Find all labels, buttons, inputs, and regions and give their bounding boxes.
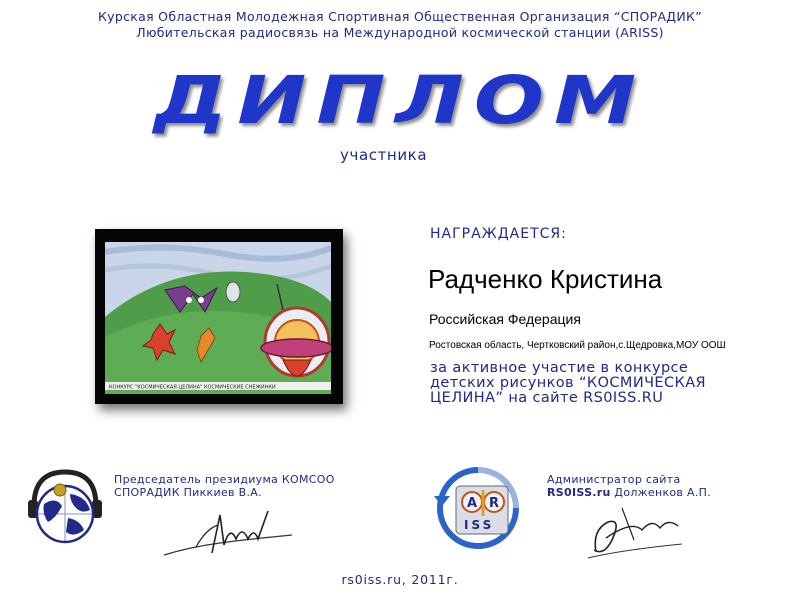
footer-site-year: rs0iss.ru, 2011г.: [341, 572, 459, 587]
org-name-line: Курская Областная Молодежная Спортивная Общественная Организация “СПОРАДИК”: [98, 9, 702, 24]
recipient-country: Российская Федерация: [429, 311, 581, 327]
award-reason-line: за активное участие в конкурсе: [430, 360, 689, 376]
chairman-title: Председатель президиума КОМСОО: [114, 473, 335, 486]
admin-signature-block: [547, 473, 711, 499]
diploma-subtitle: участника: [340, 146, 428, 164]
recipient-address: Ростовская область, Чертковский район,с.Щедровка,МОУ ООШ: [429, 340, 726, 351]
drawing-caption: КОНКУРС "КОСМИЧЕСКАЯ ЦЕЛИНА" КОСМИЧЕСКИЕ СНЕЖИНКИ: [109, 384, 276, 391]
ariss-letter-a: A: [467, 496, 478, 511]
recipient-name: Радченко Кристина: [428, 264, 663, 294]
project-name-line: Любительская радиосвязь на Международной космической станции (ARISS): [136, 25, 664, 40]
ariss-letters-iss: ISS: [464, 518, 495, 532]
admin-handwritten-signature: [582, 500, 692, 564]
admin-name: Долженков А.П.: [610, 486, 711, 499]
ariss-logo: [432, 464, 524, 550]
child-drawing-image: [105, 242, 331, 394]
diploma-title: ДИПЛОМ: [153, 62, 647, 139]
award-reason-line: детских рисунков “КОСМИЧЕСКАЯ: [430, 375, 706, 391]
admin-site-name: RS0ISS.ru: [547, 486, 611, 499]
award-reason: [430, 361, 770, 406]
awarded-label: НАГРАЖДАЕТСЯ:: [430, 226, 567, 242]
sporadik-globe-emblem: [26, 466, 104, 548]
chairman-name: СПОРАДИК Пиккиев В.А.: [114, 486, 262, 499]
ariss-letter-r: R: [489, 496, 500, 511]
award-reason-line: ЦЕЛИНА” на сайте RS0ISS.RU: [430, 390, 664, 406]
admin-name-line: [547, 486, 711, 499]
chairman-handwritten-signature: [160, 495, 300, 565]
admin-title: Администратор сайта: [547, 473, 681, 486]
